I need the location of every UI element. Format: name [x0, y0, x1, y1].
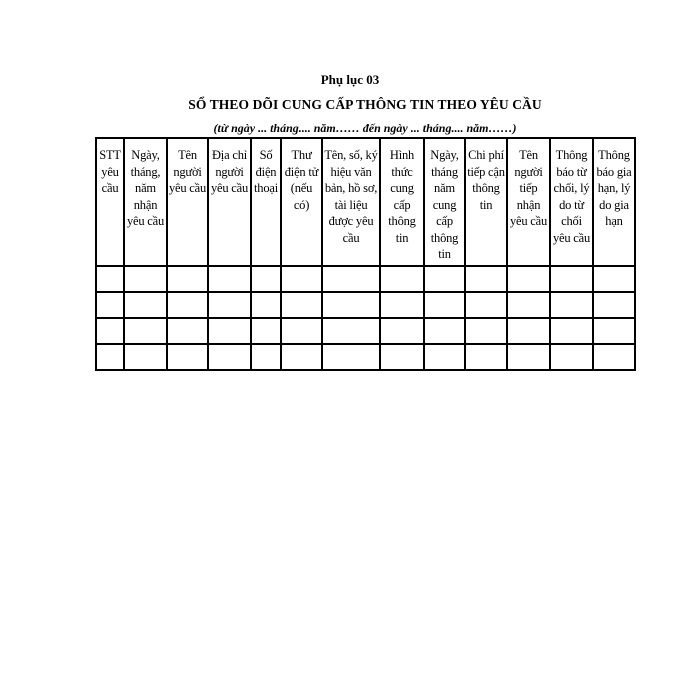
header-provision-method: Hình thức cung cấp thông tin	[380, 138, 424, 266]
period-line: (từ ngày ... tháng.... năm…… đến ngày ... tháng.... năm……)	[213, 121, 517, 135]
table-cell	[424, 318, 465, 344]
table-row	[96, 266, 635, 292]
table-cell	[251, 292, 281, 318]
table-cell	[380, 318, 424, 344]
header-access-cost: Chi phí tiếp cận thông tin	[465, 138, 507, 266]
table-cell	[424, 344, 465, 370]
table-cell	[96, 318, 124, 344]
table-cell	[424, 292, 465, 318]
header-provision-date: Ngày, tháng năm cung cấp thông tin	[424, 138, 465, 266]
table-cell	[593, 266, 635, 292]
table-cell	[281, 292, 322, 318]
table-cell	[593, 292, 635, 318]
table-cell	[465, 344, 507, 370]
header-receiver-name: Tên người tiếp nhận yêu cầu	[507, 138, 550, 266]
table-cell	[167, 318, 208, 344]
header-request-number: STT yêu cầu	[96, 138, 124, 266]
table-cell	[124, 292, 167, 318]
table-cell	[380, 266, 424, 292]
table-cell	[550, 318, 593, 344]
appendix-label: Phụ lục 03	[320, 72, 380, 87]
table-cell	[208, 266, 251, 292]
table-cell	[96, 292, 124, 318]
table-cell	[593, 318, 635, 344]
header-requester-name: Tên người yêu cầu	[167, 138, 208, 266]
table-cell	[281, 344, 322, 370]
table-cell	[507, 344, 550, 370]
table-cell	[208, 344, 251, 370]
table-row	[96, 318, 635, 344]
header-extension-notice: Thông báo gia hạn, lý do gia hạn	[593, 138, 635, 266]
table-cell	[281, 266, 322, 292]
table-cell	[322, 318, 380, 344]
table-cell	[465, 318, 507, 344]
table-row	[96, 344, 635, 370]
table-row	[96, 292, 635, 318]
table-cell	[322, 292, 380, 318]
header-receipt-date: Ngày, tháng, năm nhận yêu cầu	[124, 138, 167, 266]
table-cell	[208, 318, 251, 344]
table-cell	[507, 292, 550, 318]
table-cell	[380, 292, 424, 318]
table-cell	[167, 344, 208, 370]
header-requester-address: Địa chỉ người yêu cầu	[208, 138, 251, 266]
table-cell	[550, 266, 593, 292]
table-cell	[208, 292, 251, 318]
table-cell	[124, 344, 167, 370]
table-cell	[96, 266, 124, 292]
table-cell	[507, 266, 550, 292]
table-cell	[550, 292, 593, 318]
table-cell	[593, 344, 635, 370]
table-header-row	[96, 138, 635, 266]
table-cell	[167, 292, 208, 318]
header-requested-documents: Tên, số, ký hiệu văn bản, hồ sơ, tài liệu được yêu cầu	[322, 138, 380, 266]
table-cell	[251, 266, 281, 292]
table-cell	[124, 266, 167, 292]
table-cell	[124, 318, 167, 344]
header-phone: Số điện thoại	[251, 138, 281, 266]
table-cell	[424, 266, 465, 292]
table-cell	[507, 318, 550, 344]
table-cell	[322, 344, 380, 370]
table-cell	[380, 344, 424, 370]
header-email: Thư điện tử (nếu có)	[281, 138, 322, 266]
table-cell	[96, 344, 124, 370]
table-cell	[322, 266, 380, 292]
table-cell	[167, 266, 208, 292]
header-refusal-notice: Thông báo từ chối, lý do từ chối yêu cầu	[550, 138, 593, 266]
document-title: SỔ THEO DÕI CUNG CẤP THÔNG TIN THEO YÊU CẦU	[188, 97, 542, 112]
table-cell	[251, 344, 281, 370]
table-cell	[251, 318, 281, 344]
table-cell	[465, 266, 507, 292]
table-cell	[465, 292, 507, 318]
table-cell	[550, 344, 593, 370]
request-log-table	[95, 137, 636, 371]
table-cell	[281, 318, 322, 344]
